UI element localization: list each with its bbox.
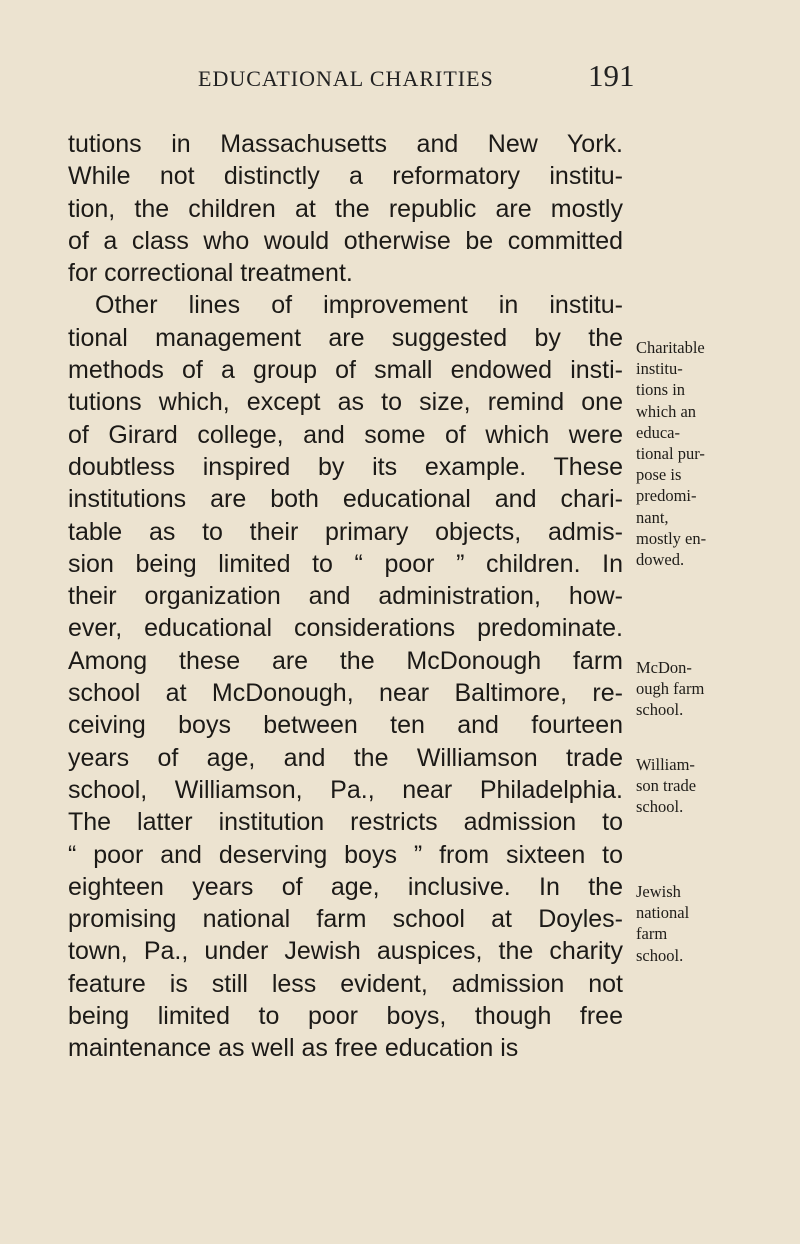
body-line: tion, the children at the republic are mostly (68, 194, 623, 223)
margin-note-line: son trade (636, 776, 697, 796)
body-line: ceiving boys between ten and fourteen (68, 711, 623, 740)
body-line: Other lines of improvement in institu- (95, 291, 623, 320)
body-line: promising national farm school at Doyles- (68, 905, 623, 934)
body-line: eighteen years of age, inclusive. In the (68, 872, 623, 901)
body-line: feature is still less evident, admission not (68, 969, 623, 998)
margin-note-line: Jewish (636, 882, 681, 901)
margin-note-line: farm (636, 924, 668, 944)
body-line: years of age, and the Williamson trade (68, 743, 623, 772)
margin-note-line: national (636, 903, 690, 923)
body-line: methods of a group of small endowed insti- (68, 356, 623, 385)
margin-note-line: William- (636, 755, 695, 774)
margin-note-line: school. (636, 797, 684, 817)
body-line: town, Pa., under Jewish auspices, the charity (68, 937, 623, 966)
margin-note-line: institu- (636, 359, 683, 379)
margin-note-line: tional pur- (636, 443, 705, 463)
margin-note-line: pose is (636, 465, 682, 485)
running-head: EDUCATIONAL CHARITIES (198, 66, 494, 91)
body-line: The latter institution restricts admission to (68, 808, 623, 837)
body-line: table as to their primary objects, admis- (68, 517, 623, 546)
margin-note-williamson (636, 754, 786, 818)
body-line: maintenance as well as free education is (68, 1034, 519, 1063)
body-line: tutions in Massachusetts and New York. (68, 130, 623, 158)
margin-note-line: nant, (636, 507, 669, 527)
body-line: school at McDonough, near Baltimore, re- (68, 679, 623, 708)
margin-note-mcdonough (636, 657, 786, 721)
body-line: tional management are suggested by the (68, 323, 623, 352)
body-line: sion being limited to “ poor ” children. In (68, 549, 623, 578)
margin-note-line: ough farm (636, 679, 705, 699)
body-line: for correctional treatment. (68, 259, 353, 288)
body-line: doubtless inspired by its example. These (68, 452, 623, 481)
page-number: 191 (588, 58, 635, 93)
body-line: being limited to poor boys, though free (68, 1002, 623, 1031)
margin-note-charitable-institutions (636, 337, 786, 570)
body-line: tutions which, except as to size, remind one (68, 388, 623, 417)
body-line: school, Williamson, Pa., near Philadelphia. (68, 775, 623, 804)
body-line: While not distinctly a reformatory institu- (68, 162, 623, 191)
body-line: ever, educational considerations predominate. (68, 614, 623, 643)
body-line: institutions are both educational and chari- (68, 485, 623, 514)
margin-note-line: school. (636, 945, 684, 965)
margin-note-line: dowed. (636, 549, 685, 569)
body-line: of a class who would otherwise be committed (68, 226, 623, 255)
margin-note-jewish-farm-school (636, 881, 786, 966)
margin-note-line: school. (636, 700, 684, 720)
margin-note-line: McDon- (636, 658, 692, 677)
body-line: Among these are the McDonough farm (68, 646, 623, 675)
margin-note-line: mostly en- (636, 528, 707, 548)
margin-note-line: tions in (636, 380, 686, 400)
margin-note-line: educa- (636, 422, 680, 442)
body-text (68, 128, 623, 1065)
margin-note-line: Charitable (636, 338, 705, 357)
body-line: “ poor and deserving boys ” from sixteen to (68, 840, 623, 869)
body-line: their organization and administration, how- (68, 582, 623, 611)
margin-note-line: which an (636, 401, 697, 421)
margin-note-line: predomi- (636, 486, 697, 506)
body-line: of Girard college, and some of which were (68, 420, 623, 449)
